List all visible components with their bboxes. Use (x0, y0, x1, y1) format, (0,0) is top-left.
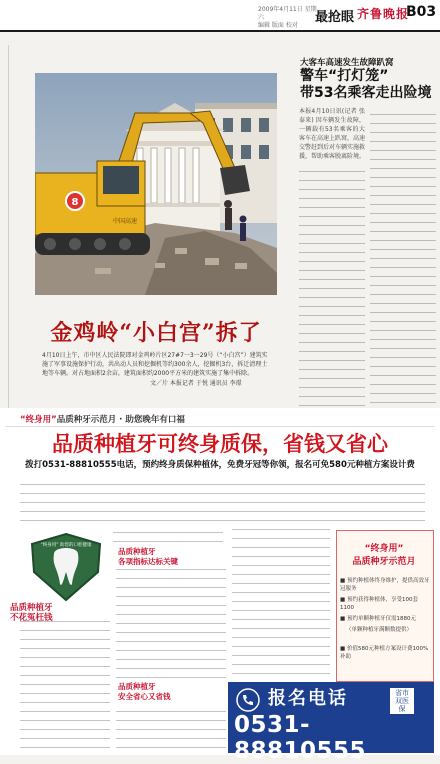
offer-item: ■ 预约获得种植体，享受100套1100 (340, 597, 418, 611)
demolition-photo-illustration (35, 73, 277, 295)
header-date: 2009年4月11日 星期六 (258, 6, 317, 21)
offer-item-note: （单颗种植牙满颗数提供） (346, 627, 413, 633)
ad-subtitle-rest: 品质种牙示范月 · 助您晚年有口福 (56, 415, 185, 425)
news-kicker: 大客车高速发生故障趴窝 (300, 58, 394, 68)
phone-icon (236, 688, 260, 712)
offer-item: ■ 预约单颗种植牙仅需1880元 (340, 616, 416, 622)
ad-section-head-1-line1: 品质种植牙 (118, 547, 156, 556)
badge-text: “终身用” 助您的口腔健康 (40, 543, 92, 548)
ad-section-head-1-line2: 各项指标达标关键 (118, 557, 178, 566)
photo-byline: 文／片 本报记者 于悦 通讯员 李璟 (150, 380, 242, 387)
news-body-col2 (370, 107, 436, 407)
ad-section-head-2 (118, 682, 171, 702)
offer-panel-title2: 品质种牙示范月 (352, 557, 416, 567)
ad-feature-a-line2: 不花冤枉钱 (10, 613, 53, 623)
ad-subtitle-prefix: “终身用” (20, 415, 57, 425)
ad-phone-line: 拨打0531-88810555电话，预约终身质保种植体，免费牙冠等你领，报名可免580元种植方案设计费 (25, 460, 415, 470)
offer-item: ■ 价值580元种植方案设计费100%补助 (340, 646, 429, 660)
tooth-badge (28, 532, 104, 602)
offer-item: ■ 预约种植体终身维护，提供高效牙冠服务 (340, 578, 430, 592)
section-title: 最抢眼 (315, 10, 355, 25)
ad-section-head-2-line2: 安全省心又省钱 (118, 692, 171, 701)
left-headline: 金鸡岭“小白宫”拆了 (50, 320, 262, 346)
ad-section-head-1 (118, 547, 178, 567)
offer-panel-title1: “终身用” (364, 544, 404, 554)
ad-section-head-2-line1: 品质种植牙 (118, 682, 156, 691)
register-phone-number[interactable]: 0531-88810555 (234, 712, 367, 764)
header-editors: 编辑 版面 校对 (258, 22, 298, 29)
newspaper-logo: 齐鲁晚报 (357, 7, 410, 21)
ad-headline: 品质种植牙可终身质保，省钱又省心 (52, 432, 388, 456)
svg-text:8: 8 (71, 197, 79, 208)
ad-body-col1 (20, 620, 110, 748)
excavator-sign: 中国高速 (113, 218, 138, 225)
ad-subtitle (20, 413, 185, 425)
news-body-col1 (299, 107, 365, 407)
news-headline-line2: 带53名乘客走出险境 (300, 85, 432, 101)
ad-intro-text (20, 479, 425, 521)
news-headline-line1: 警车“打灯笼” (300, 68, 389, 84)
news-lead: 本报4月10日讯(记者 张泰来) 因车辆发生故障，一辆载有53名乘客的大客车在高速上趴窝，高速交警赶到后对车辆实施救援，帮助乘客脱离险境。 (299, 108, 365, 160)
photo-caption: 4月10日上午，市中区人民法院即对金鸡岭片区27#7一3一29号（“小白宫”）建筑实施了军事设施保护行动，共出动人员和挖掘机等约300余人，挖掘机3台，拆迁清理土地等车辆。对占地面积2余亩，建筑面积约2000平方米的建筑实施了集中拆除。 (42, 352, 268, 377)
demolition-photo (35, 73, 277, 295)
header-meta (258, 6, 318, 30)
news-body-text-lines (299, 164, 365, 407)
insurance-tag: 省市双医保 (390, 688, 414, 714)
register-label: 报名电话 (268, 688, 348, 709)
ad-body-col2-top (113, 528, 223, 542)
news-body-text-lines (370, 107, 436, 403)
ad-feature-a-line1: 品质种植牙 (10, 603, 53, 613)
ad-body-col2b (116, 703, 226, 748)
ad-body-col2 (116, 568, 226, 678)
page-number: B03 (406, 4, 437, 20)
